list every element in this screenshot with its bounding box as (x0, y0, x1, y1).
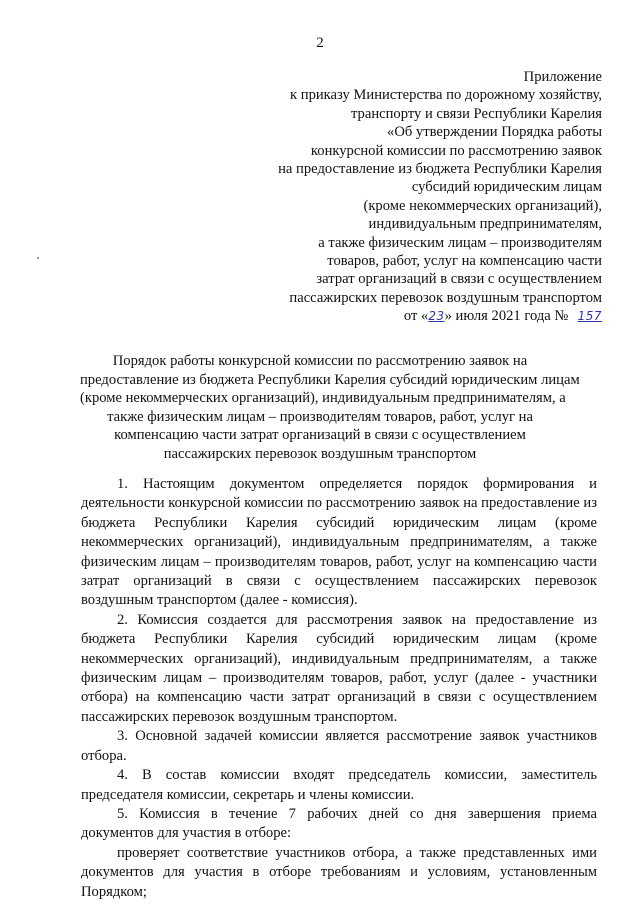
date-middle: » июля 2021 года № (444, 308, 569, 325)
appendix-line: конкурсной комиссии по рассмотрению заявок (310, 142, 602, 159)
appendix-line: к приказу Министерства по дорожному хозяйству, (290, 87, 602, 104)
appendix-block (242, 68, 602, 326)
paragraph-5: 5. Комиссия в течение 7 рабочих дней со дня завершения приема документов для участия в отборе: (81, 805, 597, 842)
title-line: компенсацию части затрат организаций в связи с осуществлением (114, 427, 526, 444)
title-line: пассажирских перевозок воздушным транспортом (163, 445, 477, 462)
handwritten-day: 23 (428, 309, 445, 324)
title-line: Порядок работы конкурсной комиссии по рассмотрению заявок на (112, 353, 528, 369)
document-body (81, 475, 597, 902)
paragraph-3: 3. Основной задачей комиссии является рассмотрение заявок участников отбора. (81, 728, 597, 764)
appendix-line: (кроме некоммерческих организаций), (363, 197, 602, 214)
appendix-line: индивидуальным предпринимателям, (368, 216, 602, 233)
appendix-line: на предоставление из бюджета Республики Карелия (278, 161, 602, 178)
appendix-line: затрат организаций в связи с осуществлением (316, 271, 602, 288)
appendix-line: товаров, работ, услуг на компенсацию части (327, 253, 602, 270)
paragraph-2: 2. Комиссия создается для рассмотрения заявок на предоставление из бюджета Республики Карелия субсидий юридическим лицам (кроме некоммерческих организаций), индивидуальным предпринимателям, а также физическим лицам – производителям товаров, работ, услуг (далее - участники отбора) на компенсацию части затрат организаций в связи с осуществлением пассажирских перевозок воздушным транспортом. (81, 611, 597, 725)
paragraph-5-subitem: проверяет соответствие участников отбора, а также представленных ими документов для участия в отборе требованиям и условиям, установленным Порядком; (81, 844, 597, 900)
scan-artifact-dot (37, 257, 39, 259)
appendix-line: транспорту и связи Республики Карелия (351, 105, 602, 122)
title-line: предоставление из бюджета Республики Карелия субсидий юридическим лицам (80, 371, 580, 388)
title-line: (кроме некоммерческих организаций), индивидуальным предпринимателям, а (80, 390, 566, 407)
document-title (80, 352, 580, 464)
paragraph-4: 4. В состав комиссии входят председатель комиссии, заместитель председателя комиссии, секретарь и члены комиссии. (81, 767, 597, 803)
handwritten-order-number: 157 (577, 309, 602, 324)
paragraph-1: 1. Настоящим документом определяется порядок формирования и деятельности конкурсной комиссии по рассмотрению заявок на предоставление из бюджета Республики Карелия субсидий юридическим лицам (кроме некоммерческих организаций), индивидуальным предпринимателям, а также физическим лицам – производителям товаров, работ, услуг на компенсацию части затрат организаций в связи с осуществлением пассажирских перевозок воздушным транспортом (далее - комиссия). (81, 476, 597, 609)
appendix-line: субсидий юридическим лицам (411, 179, 602, 196)
appendix-line: а также физическим лицам – производителям (318, 234, 602, 251)
date-prefix: от « (403, 308, 429, 325)
appendix-line: «Об утверждении Порядка работы (387, 124, 602, 141)
appendix-line: пассажирских перевозок воздушным транспортом (289, 289, 602, 306)
order-date-line (242, 307, 602, 325)
appendix-line: Приложение (523, 69, 602, 85)
title-line: также физическим лицам – производителям товаров, работ, услуг на (107, 408, 533, 425)
page-number: 2 (316, 35, 324, 51)
